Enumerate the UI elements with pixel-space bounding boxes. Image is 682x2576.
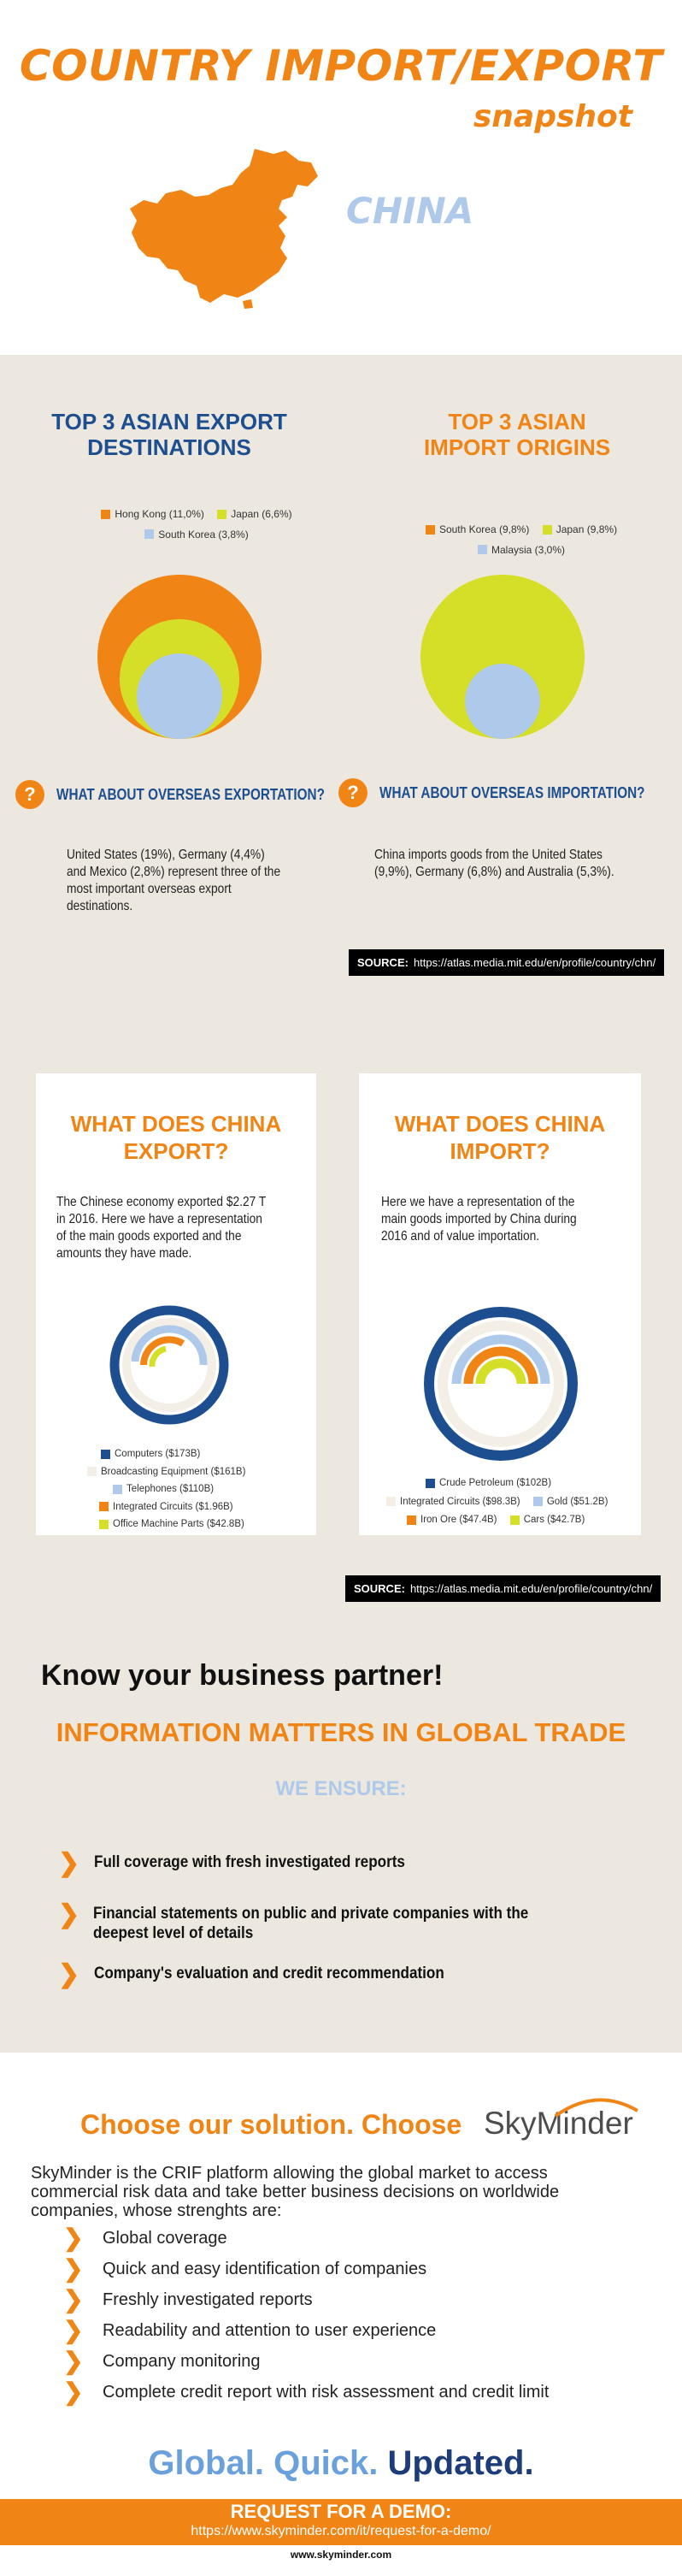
chevron-right-icon: ❯ — [63, 2286, 84, 2313]
strength-item — [63, 2319, 436, 2342]
legend-item — [113, 1484, 214, 1494]
legend-item — [407, 1515, 497, 1525]
information-heading: INFORMATION MATTERS IN GLOBAL TRADE — [56, 1717, 626, 1747]
import-card-title-line1: WHAT DOES CHINA — [394, 1111, 606, 1137]
footer-website[interactable]: www.skyminder.com — [290, 2549, 392, 2561]
logo-wordmark: SkyMinder — [484, 2106, 633, 2141]
legend-label: Integrated Circuits ($1.96B) — [113, 1501, 233, 1512]
tagline-updated: Updated. — [387, 2444, 534, 2482]
legend-label: Malaysia (3,0%) — [491, 543, 566, 556]
export-question-text: WHAT ABOUT OVERSEAS EXPORTATION? — [56, 785, 325, 803]
legend-item — [426, 1478, 551, 1488]
import-answer: China imports goods from the United States (9,9%), Germany (6,8%) and Australia (5,3%). — [374, 848, 614, 879]
source-label-1 — [349, 949, 664, 976]
legend-label: Telephones ($110B) — [126, 1484, 215, 1494]
strength-item — [63, 2350, 261, 2372]
export-answer: United States (19%), Germany (4,4%) and Mexico (2,8%) represent three of the most important overseas export destinations. — [67, 848, 281, 913]
bubble-south-korea — [137, 653, 222, 739]
legend-swatch — [407, 1515, 416, 1525]
legend-item — [533, 1497, 609, 1507]
question-icon: ? — [338, 778, 367, 807]
legend-label: Iron Ore ($47.4B) — [420, 1515, 497, 1525]
legend-swatch — [426, 525, 435, 535]
legend-item — [99, 1502, 233, 1512]
legend-swatch — [543, 525, 552, 535]
know-partner-heading: Know your business partner! — [41, 1659, 444, 1692]
ensure-item-text: Company's evaluation and credit recommendation — [94, 1964, 444, 1982]
legend-label: Japan (9,8%) — [556, 523, 618, 535]
choose-solution-heading: Choose our solution. Choose — [80, 2109, 462, 2140]
ring-office-machine-parts — [152, 1349, 166, 1367]
legend-label: Broadcasting Equipment ($161B) — [101, 1466, 246, 1477]
tagline — [0, 2444, 682, 2483]
chevron-right-icon: ❯ — [63, 2348, 84, 2374]
strength-text: Freshly investigated reports — [103, 2289, 313, 2309]
legend-item — [543, 523, 617, 535]
legend-item — [144, 529, 248, 541]
chevron-right-icon: ❯ — [58, 1960, 80, 1988]
chevron-right-icon: ❯ — [63, 2317, 84, 2343]
export-card-text: The Chinese economy exported $2.27 T in 2016. Here we have a representation of the main goods exported and the amounts they have made. — [56, 1195, 267, 1261]
ensure-item — [58, 1900, 639, 1943]
legend-swatch — [478, 545, 487, 554]
legend-swatch — [533, 1497, 543, 1506]
page-subtitle: snapshot — [473, 99, 632, 134]
legend-item — [101, 1449, 200, 1459]
export-bubble-chart — [94, 571, 265, 742]
export-card-title-line1: WHAT DOES CHINA — [70, 1111, 282, 1137]
export-question — [15, 780, 372, 809]
legend-label: Computers ($173B) — [115, 1449, 201, 1459]
chevron-right-icon: ❯ — [63, 2255, 84, 2282]
strength-text: Quick and easy identification of companies — [103, 2259, 427, 2278]
export-title-line2: DESTINATIONS — [87, 434, 251, 460]
page-title: COUNTRY IMPORT/EXPORT — [19, 41, 663, 91]
strength-text: Complete credit report with risk assessment and credit limit — [103, 2382, 550, 2402]
solution-description: SkyMinder is the CRIF platform allowing the global market to access commercial risk data and take better business decisions on worldwide companies, whose strenghts are: — [31, 2164, 560, 2220]
export-legend — [81, 508, 312, 541]
chevron-right-icon: ❯ — [58, 1849, 80, 1877]
export-goods-legend — [101, 1449, 315, 1532]
source-label-2 — [345, 1575, 661, 1602]
legend-swatch — [144, 529, 154, 539]
export-title-line1: TOP 3 ASIAN EXPORT — [51, 409, 287, 434]
import-question-text: WHAT ABOUT OVERSEAS IMPORTATION? — [379, 783, 645, 801]
export-card-title-line2: EXPORT? — [123, 1138, 229, 1164]
bubble-malaysia — [465, 664, 540, 739]
source-url[interactable]: https://atlas.media.mit.edu/en/profile/country/chn/ — [413, 956, 656, 969]
ring-crude-petroleum — [429, 1312, 573, 1456]
legend-swatch — [426, 1479, 435, 1488]
import-radial-chart — [422, 1305, 579, 1462]
legend-label: South Korea (3,8%) — [158, 528, 249, 541]
legend-swatch — [113, 1485, 122, 1494]
legend-swatch — [87, 1467, 97, 1476]
legend-label: Crude Petroleum ($102B) — [439, 1478, 552, 1488]
demo-title: REQUEST FOR A DEMO: — [230, 2501, 452, 2522]
legend-label: Integrated Circuits ($98.3B) — [400, 1496, 520, 1507]
legend-swatch — [386, 1497, 396, 1506]
import-title-line2: IMPORT ORIGINS — [423, 434, 611, 460]
legend-item — [386, 1497, 520, 1507]
legend-label: Office Machine Parts ($42.8B) — [113, 1519, 244, 1529]
strength-item — [63, 2255, 427, 2282]
strength-text: Global coverage — [103, 2228, 227, 2248]
legend-label: Cars ($42.7B) — [523, 1515, 585, 1525]
legend-item — [510, 1515, 585, 1525]
tagline-global: Global. — [148, 2444, 264, 2482]
legend-swatch — [101, 1450, 110, 1459]
import-card-text: Here we have a representation of the main goods imported by China during 2016 and of value importation. — [381, 1195, 577, 1244]
legend-item — [426, 523, 529, 535]
ensure-item — [58, 1960, 483, 1988]
import-card-title-line2: IMPORT? — [450, 1138, 550, 1164]
legend-item — [478, 544, 565, 556]
legend-label: South Korea (9,8%) — [438, 523, 530, 535]
ensure-item-text: Full coverage with fresh investigated reports — [94, 1853, 405, 1871]
strength-item — [63, 2224, 227, 2251]
skyminder-logo — [484, 2106, 633, 2142]
legend-swatch — [510, 1515, 520, 1525]
export-card-title — [36, 1110, 316, 1165]
import-card-title — [359, 1110, 641, 1165]
legend-swatch — [101, 510, 110, 519]
chevron-right-icon: ❯ — [63, 2378, 84, 2405]
legend-item — [217, 508, 291, 520]
chevron-right-icon: ❯ — [63, 2224, 84, 2251]
question-icon: ? — [15, 780, 44, 809]
export-destinations-title — [41, 409, 297, 460]
ring-cars — [480, 1363, 521, 1384]
china-map-icon — [128, 147, 323, 310]
legend-label: Gold ($51.2B) — [546, 1496, 609, 1507]
legend-swatch — [217, 510, 226, 519]
we-ensure-heading: WE ENSURE: — [275, 1777, 407, 1800]
import-goods-legend — [386, 1478, 643, 1527]
demo-link[interactable]: https://www.skyminder.com/it/request-for-a-demo/ — [191, 2524, 491, 2538]
legend-item — [99, 1519, 244, 1529]
strength-item — [63, 2378, 550, 2405]
legend-swatch — [99, 1520, 109, 1529]
import-question — [338, 778, 682, 807]
tagline-quick: Quick. — [273, 2444, 379, 2482]
export-radial-chart — [109, 1305, 229, 1425]
legend-label: Hong Kong (11,0%) — [115, 508, 204, 520]
strength-text: Company monitoring — [103, 2351, 261, 2371]
import-title-line1: TOP 3 ASIAN — [448, 409, 586, 434]
legend-label: Japan (6,6%) — [231, 508, 292, 520]
legend-swatch — [99, 1502, 109, 1511]
country-label: CHINA — [346, 190, 474, 232]
legend-item — [101, 508, 204, 520]
import-origins-title — [380, 409, 654, 460]
logo-swoosh-icon — [554, 2092, 639, 2118]
ensure-item — [58, 1849, 439, 1877]
legend-item — [87, 1467, 245, 1477]
strength-text: Readability and attention to user experience — [103, 2320, 437, 2340]
chevron-right-icon: ❯ — [58, 1900, 80, 1929]
import-bubble-chart — [417, 571, 588, 742]
source-prefix: SOURCE: — [354, 1582, 405, 1595]
strength-item — [63, 2286, 313, 2313]
source-prefix: SOURCE: — [357, 956, 409, 969]
request-demo-banner[interactable] — [0, 2499, 682, 2545]
ensure-item-text: Financial statements on public and private companies with the deepest level of details — [92, 1905, 528, 1942]
source-url[interactable]: https://atlas.media.mit.edu/en/profile/country/chn/ — [409, 1582, 653, 1595]
import-legend — [406, 523, 637, 557]
